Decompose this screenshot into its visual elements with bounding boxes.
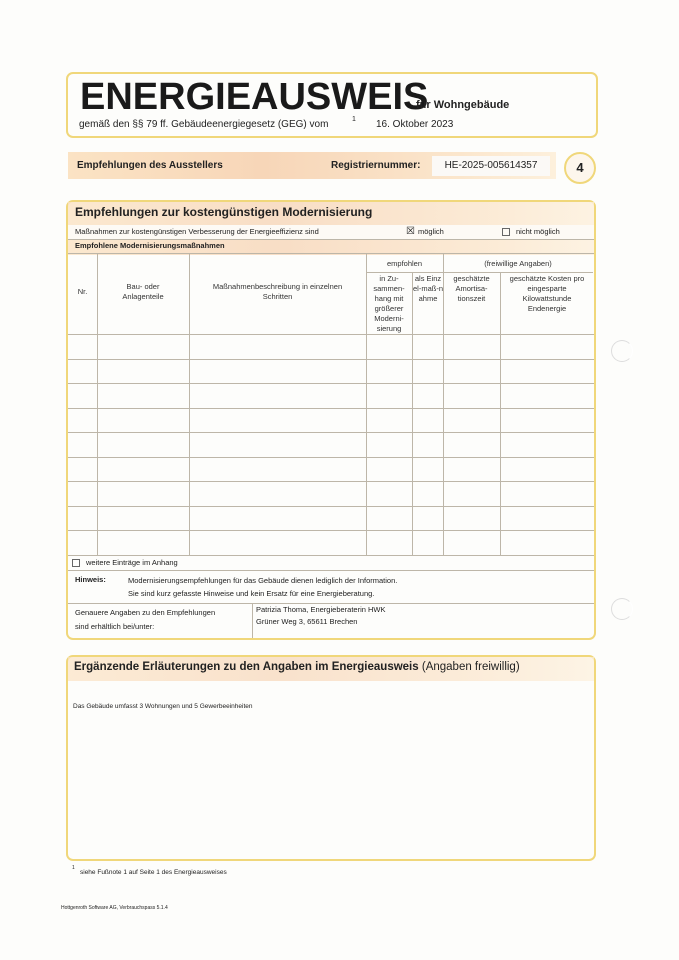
contact-name: Patrizia Thoma, Energieberaterin HWK [256, 605, 386, 614]
col-component: Bau- oder Anlagenteile [122, 282, 164, 301]
hint-label: Hinweis: [75, 575, 106, 584]
table-row-line [68, 359, 594, 360]
law-reference: gemäß den §§ 79 ff. Gebäudeenergiegesetz (GEG) vom [79, 119, 329, 130]
page-number-badge: 4 [564, 152, 596, 184]
col-single: als Einzel-maß-nahme [413, 274, 444, 303]
col-combined: in Zu-sammen-hang mit größerer Moderni-sierung [373, 274, 405, 333]
modernization-title: Empfehlungen zur kostengünstigen Modernisierung [75, 205, 373, 219]
col-optional: (freiwillige Angaben) [484, 259, 552, 268]
registration-number: HE-2025-005614357 [432, 156, 550, 176]
footnote-mark: 1 [352, 116, 356, 123]
notes-title-suffix: (Angaben freiwillig) [421, 661, 520, 673]
table-row-line [68, 408, 594, 409]
table-row-line [68, 481, 594, 482]
footnote-text: siehe Fußnote 1 auf Seite 1 des Energieausweises [80, 869, 227, 876]
table-row-line [68, 457, 594, 458]
checkbox-icon [502, 228, 510, 236]
more-entries-checkbox[interactable] [72, 559, 178, 568]
registration-label: Registriernummer: [331, 160, 421, 171]
section-label: Empfehlungen des Ausstellers [77, 160, 223, 171]
checkbox-icon [72, 559, 80, 567]
col-nr: Nr. [77, 287, 88, 296]
hint-text: Modernisierungsempfehlungen für das Gebäude dienen lediglich der Information. [128, 576, 398, 585]
software-credit: Hottgenroth Software AG, Verbrauchspass 5.1.4 [61, 905, 168, 911]
contact-label: sind erhältlich bei/unter: [75, 622, 155, 631]
hint-text: Sie sind kurz gefasste Hinweise und kein Ersatz für eine Energieberatung. [128, 589, 375, 598]
punch-hole [611, 340, 633, 362]
checked-box-icon: ☒ [406, 226, 415, 237]
col-amortization: geschätzte Amortisa-tionszeit [453, 274, 490, 303]
question-text: Maßnahmen zur kostengünstigen Verbesserung der Energieeffizienz sind [75, 227, 319, 236]
more-entries-label: weitere Einträge im Anhang [86, 558, 178, 567]
doc-title: ENERGIEAUSWEIS [80, 76, 429, 118]
option-not-possible[interactable] [502, 228, 560, 237]
col-recommended: empfohlen [386, 259, 423, 268]
measures-subheading: Empfohlene Modernisierungsmaßnahmen [75, 241, 225, 250]
notes-title [74, 661, 520, 674]
option-possible-label: möglich [417, 227, 444, 236]
col-cost: geschätzte Kosten pro eingesparte Kilowattstunde Endenergie [509, 274, 585, 313]
doc-subtitle: für Wohngebäude [416, 99, 510, 111]
table-row-line [68, 432, 594, 433]
contact-address: Grüner Weg 3, 65611 Brechen [256, 617, 358, 626]
contact-label: Genauere Angaben zu den Empfehlungen [75, 608, 216, 617]
table-row-line [68, 506, 594, 507]
footnote-mark: 1 [72, 865, 75, 871]
table-row-line [68, 383, 594, 384]
punch-hole [611, 598, 633, 620]
notes-box [66, 655, 596, 861]
option-possible[interactable] [406, 226, 444, 238]
notes-text: Das Gebäude umfasst 3 Wohnungen und 5 Gewerbeeinheiten [73, 703, 253, 710]
notes-title-main: Ergänzende Erläuterungen zu den Angaben im Energieausweis [74, 661, 419, 673]
col-description: Maßnahmenbeschreibung in einzelnen Schritten [212, 282, 343, 301]
law-date: 16. Oktober 2023 [376, 119, 454, 130]
option-not-possible-label: nicht möglich [516, 227, 560, 236]
table-row-line [68, 530, 594, 531]
